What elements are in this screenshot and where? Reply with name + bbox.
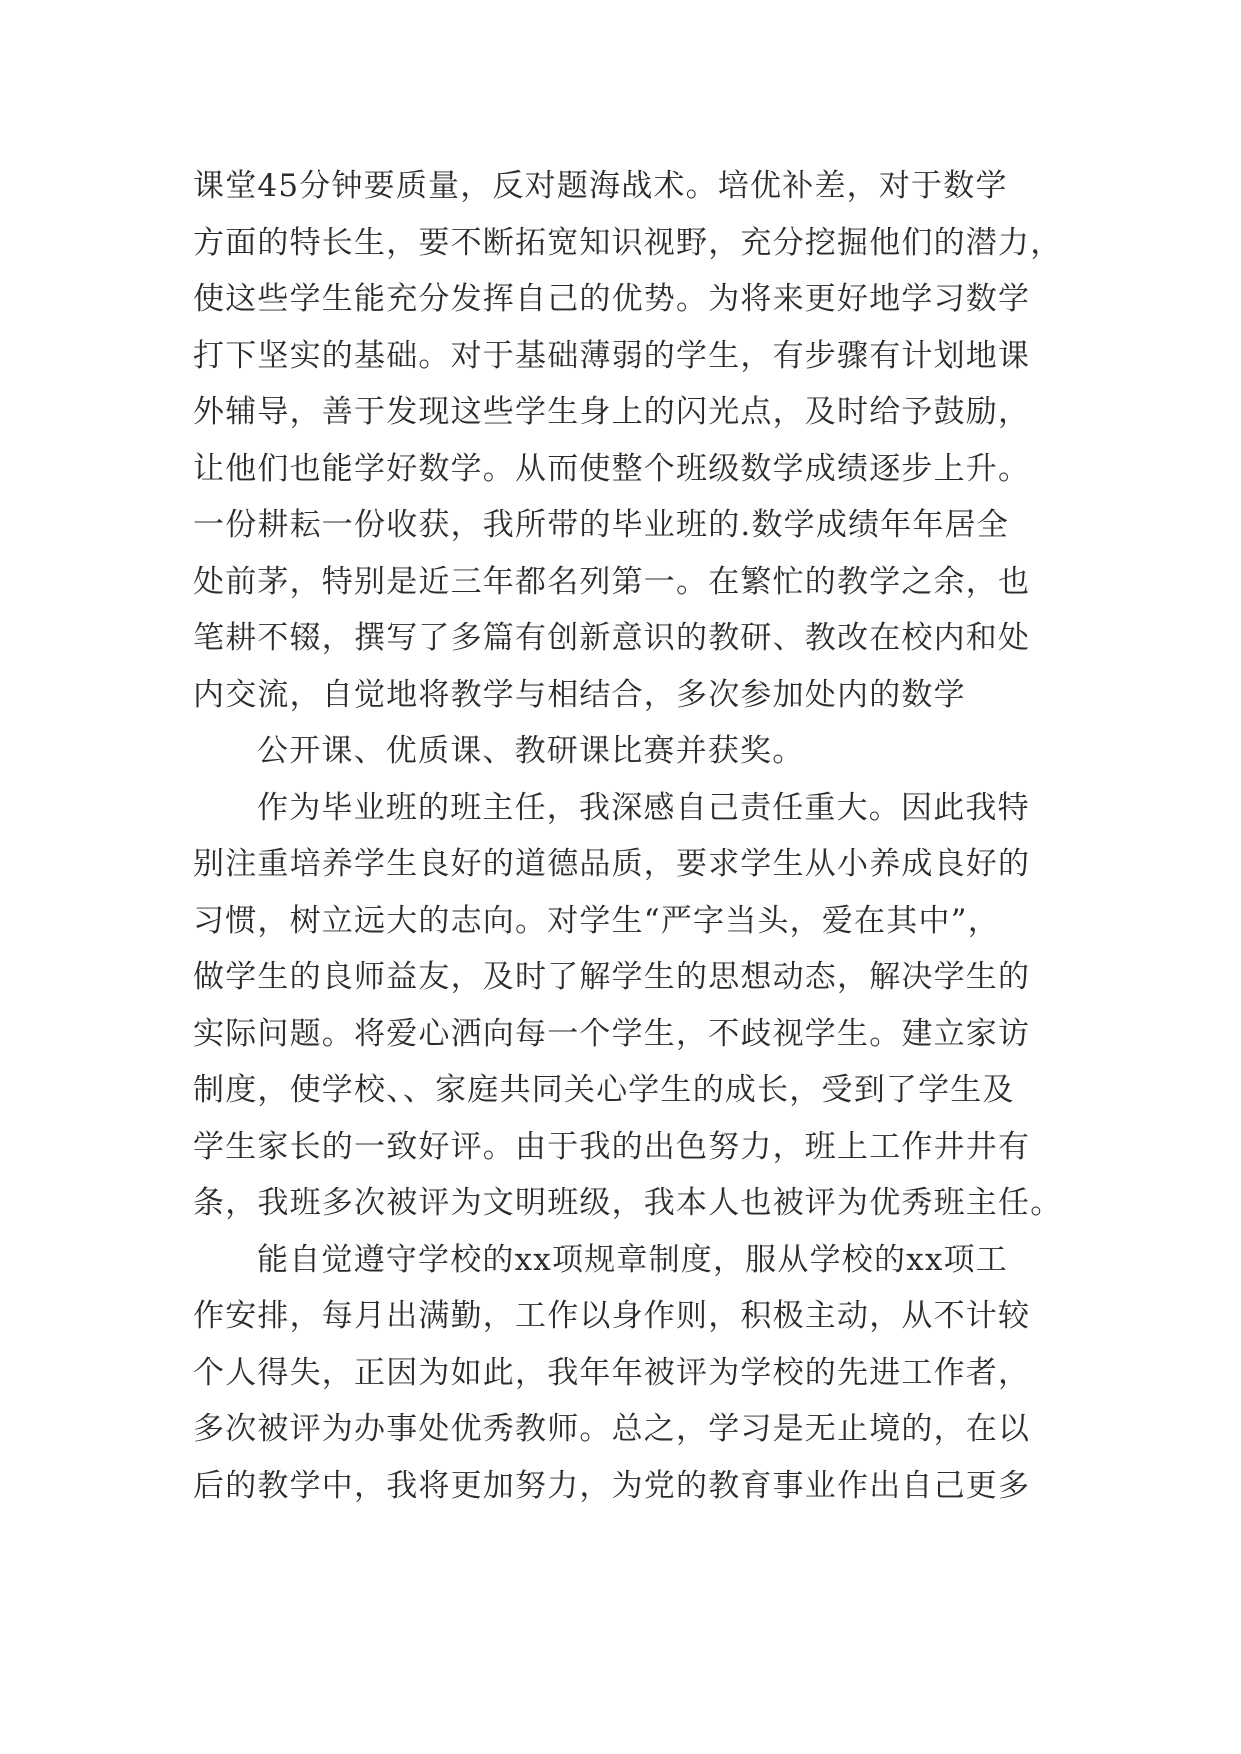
text-line: 学生家长的一致好评。由于我的出色努力，班上工作井井有 <box>193 1128 1031 1165</box>
text-line: 使这些学生能充分发挥自己的优势。为将来更好地学习数学 <box>193 281 1031 317</box>
text-line: 能自觉遵守学校的xx项规章制度，服从学校的xx项工 <box>257 1241 1008 1278</box>
text-line: 打下坚实的基础。对于基础薄弱的学生，有步骤有计划地课 <box>193 337 1031 374</box>
text-line: 外辅导，善于发现这些学生身上的闪光点，及时给予鼓励， <box>193 394 1031 430</box>
body-text <box>193 158 1063 1514</box>
text-line: 习惯，树立远大的志向。对学生“严字当头，爱在其中”， <box>193 902 1000 939</box>
text-line: 别注重培养学生良好的道德品质，要求学生从小养成良好的 <box>193 846 1031 882</box>
text-line: 让他们也能学好数学。从而使整个班级数学成绩逐步上升。 <box>193 450 1031 487</box>
text-line: 多次被评为办事处优秀教师。总之，学习是无止境的，在以 <box>193 1411 1031 1447</box>
text-line: 制度，使学校、、家庭共同关心学生的成长，受到了学生及 <box>193 1072 1015 1108</box>
text-line: 处前茅，特别是近三年都名列第一。在繁忙的教学之余，也 <box>193 563 1031 600</box>
text-line: 作安排，每月出满勤，工作以身作则，积极主动，从不计较 <box>193 1298 1031 1334</box>
text-line: 作为毕业班的班主任，我深感自己责任重大。因此我特 <box>257 789 1030 826</box>
text-line: 后的教学中，我将更加努力，为党的教育事业作出自己更多 <box>193 1467 1031 1504</box>
text-line: 方面的特长生，要不断拓宽知识视野，充分挖掘他们的潜力， <box>193 224 1063 261</box>
text-line: 公开课、优质课、教研课比赛并获奖。 <box>257 733 805 769</box>
text-line: 课堂45分钟要质量，反对题海战术。培优补差，对于数学 <box>193 168 1008 204</box>
text-line: 笔耕不辍，撰写了多篇有创新意识的教研、教改在校内和处 <box>193 620 1031 656</box>
text-line: 实际问题。将爱心洒向每一个学生，不歧视学生。建立家访 <box>193 1015 1031 1052</box>
text-line: 做学生的良师益友，及时了解学生的思想动态，解决学生的 <box>193 959 1031 995</box>
text-line: 个人得失，正因为如此，我年年被评为学校的先进工作者， <box>193 1354 1031 1391</box>
text-line: 内交流，自觉地将教学与相结合，多次参加处内的数学 <box>193 676 966 713</box>
text-line: 一份耕耘一份收获，我所带的毕业班的.数学成绩年年居全 <box>193 507 1010 543</box>
text-line: 条，我班多次被评为文明班级，我本人也被评为优秀班主任。 <box>193 1185 1063 1221</box>
